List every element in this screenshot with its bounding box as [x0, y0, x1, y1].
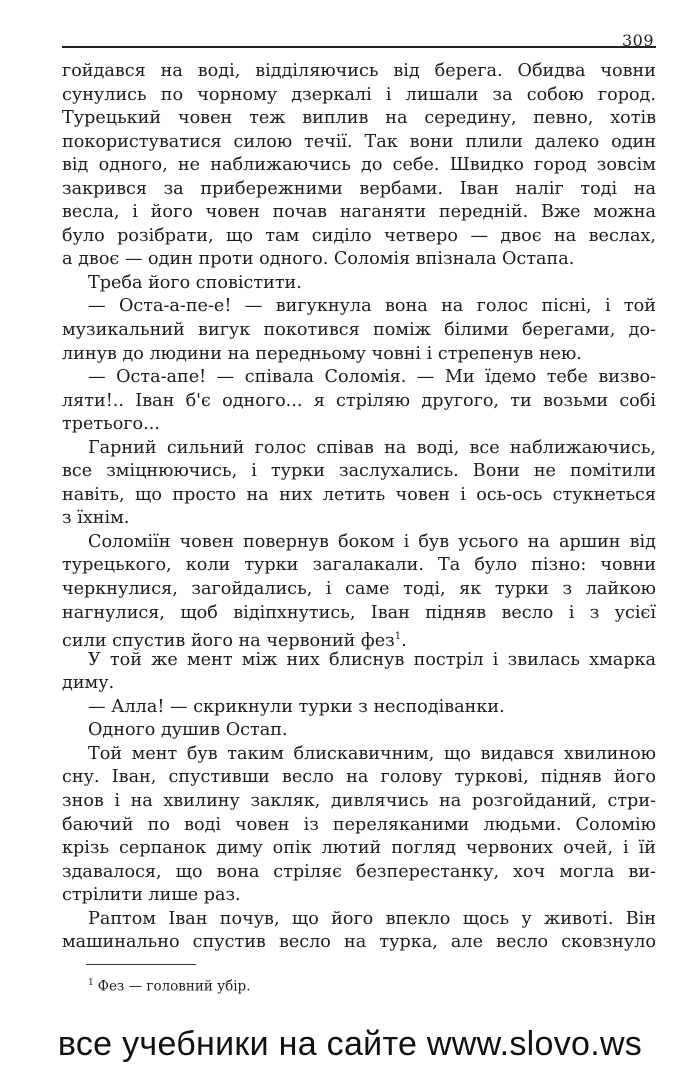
text-line-content: сунулись по чорному дзеркалі і лишали за собою город. [62, 84, 656, 105]
text-line [62, 366, 656, 390]
text-line-content: крізь серпанок диму опік лютий погляд червоних очей, і їй [62, 838, 656, 859]
text-line [62, 884, 656, 908]
text-line [62, 931, 656, 955]
text-line-content: музикальний вигук покотився поміж білими берегами, до- [62, 320, 656, 341]
text-line-content: Одного душив Остап. [88, 720, 288, 741]
text-line [62, 343, 656, 367]
text-line-content: все зміцнюючись, і турки заслухались. Вони не помітили [62, 461, 656, 482]
text-line [62, 460, 656, 484]
text-line-tail: . [401, 630, 407, 651]
text-line-content: Той мент був таким блискавичним, що видався хвилиною [88, 743, 656, 764]
page-number: 309 [621, 31, 654, 50]
text-line-content: з їхнім. [62, 508, 130, 529]
text-line [62, 131, 656, 155]
text-line [62, 696, 656, 720]
text-line-content: Гарний сильний голос співав на воді, все наближаючись, [88, 437, 656, 458]
text-line [62, 578, 656, 602]
text-line-content: черкнулися, загойдались, і саме тоді, як турки з лайкою [62, 579, 656, 600]
text-line-content: машинально спустив весло на турка, але весло сковзнуло [62, 932, 656, 953]
text-line-content: здавалося, що вона стріляє безперестанку, хоч могла ви- [62, 861, 656, 882]
text-line-content: Турецький човен теж виплив на середину, певно, хотів [62, 108, 656, 129]
text-line [62, 837, 656, 861]
text-line [62, 272, 656, 296]
header-rule [62, 46, 656, 48]
text-line-content: турецького, коли турки загалакали. Та було пізно: човни [62, 555, 656, 576]
text-line [62, 672, 656, 696]
text-line [62, 766, 656, 790]
text-line [62, 178, 656, 202]
text-line-content: Треба його сповістити. [88, 272, 302, 293]
text-line-content: У той же мент між них блиснув постріл і звилась хмарка [88, 649, 656, 670]
text-line [62, 201, 656, 225]
text-line [62, 319, 656, 343]
text-line-content: покористуватися силою течії. Так вони плили далеко один [62, 131, 656, 152]
text-line [62, 531, 656, 555]
text-line-content: а двоє — один проти одного. Соломія впізнала Остапа. [62, 249, 575, 270]
text-line-content: навіть, що просто на них летить човен і ось-ось стукнеться [62, 484, 656, 505]
body-text [62, 60, 656, 955]
text-line [62, 484, 656, 508]
text-line [62, 649, 656, 673]
text-line [62, 554, 656, 578]
text-line [62, 154, 656, 178]
text-line-content: линув до людини на передньому човні і стрепенув нею. [62, 343, 582, 364]
text-line-content: гойдався на воді, відділяючись від берега. Обидва човни [62, 61, 656, 81]
text-line [62, 790, 656, 814]
text-line-content: диму. [62, 673, 115, 694]
footnote-marker: 1 [88, 978, 94, 988]
text-line-content: стрілити лише раз. [62, 885, 241, 906]
text-line-content: — Оста-апе! — співала Соломія. — Ми їдемо тебе визво- [88, 367, 656, 388]
site-banner: все учебники на сайте www.slovo.ws [57, 1025, 643, 1063]
text-line-content: — Алла! — скрикнули турки з несподіванки. [88, 696, 505, 717]
text-line [62, 390, 656, 414]
text-line [62, 84, 656, 108]
text-line-content: третього... [62, 414, 160, 435]
text-line [62, 743, 656, 767]
text-line-content: — Оста-а-пе-е! — вигукнула вона на голос пісні, і той [88, 296, 656, 317]
text-line [62, 413, 656, 437]
text-line-content: від одного, не наближаючись до себе. Швидко город зовсім [62, 155, 656, 176]
text-line [62, 602, 656, 626]
text-line [62, 60, 656, 84]
text-line-content: знов і на хвилину закляк, дивлячись на розгойданий, стри- [62, 790, 656, 811]
text-line-content: ляти!.. Іван б'є одного... я стріляю другого, ти возьми собі [62, 390, 656, 411]
text-line-content: було розібрати, що там сиділо четверо — двоє на веслах, [62, 225, 656, 246]
text-line [62, 107, 656, 131]
footnote-reference: 1 [394, 631, 402, 643]
text-line [62, 719, 656, 743]
text-line [62, 225, 656, 249]
footnote-text: Фез — головний убір. [97, 978, 251, 995]
text-line [62, 908, 656, 932]
text-line-content: Раптом Іван почув, що його впекло щось у животі. Він [88, 908, 656, 929]
text-line [62, 295, 656, 319]
text-line [62, 625, 656, 649]
text-line [62, 248, 656, 272]
footnote [88, 974, 251, 996]
text-line-content: сну. Іван, спустивши весло на голову туркові, підняв його [62, 767, 656, 788]
text-line [62, 861, 656, 885]
text-line [62, 814, 656, 838]
text-line-content: весла, і його човен почав наганяти передній. Вже можна [62, 202, 656, 223]
text-line-content: сили спустив його на червоний фез [62, 630, 395, 651]
text-line-content: закрився за прибережними вербами. Іван наліг тоді на [62, 178, 656, 199]
text-line [62, 437, 656, 461]
text-line-content: нагнулися, щоб відіпхнутись, Іван підняв весло і з усієї [62, 602, 656, 623]
text-line-content: баючий по воді човен із переляканими людьми. Соломію [62, 814, 656, 835]
footnote-rule [86, 964, 196, 965]
text-line [62, 507, 656, 531]
text-line-content: Соломіїн човен повернув боком і був усього на аршин від [88, 531, 656, 552]
